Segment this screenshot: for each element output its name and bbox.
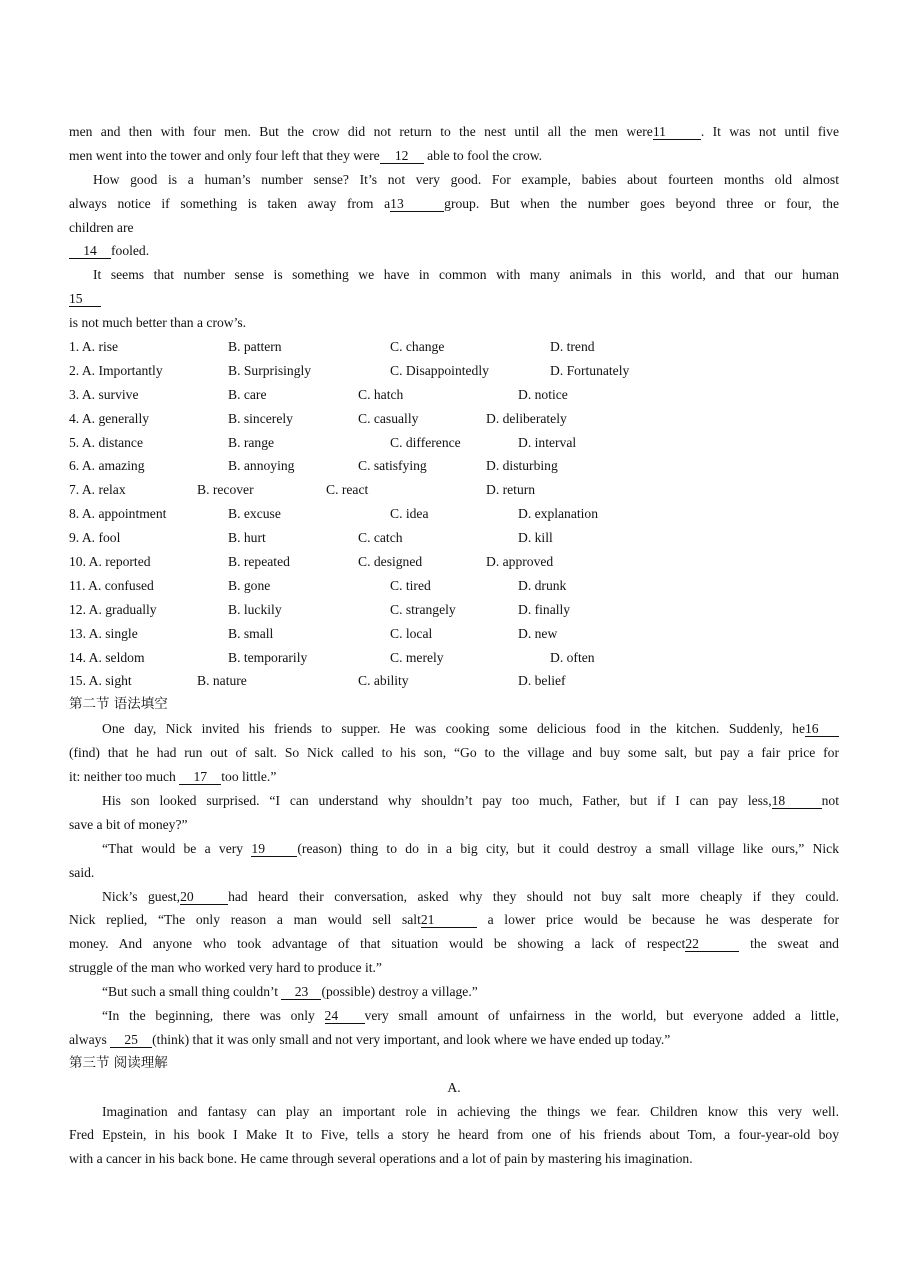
passage-line: with a cancer in his back bone. He came through several operations and a lot of pain by mastering his imagination. (69, 1151, 693, 1167)
option-row: 6. A. amazing B. annoying C. satisfying D. disturbing (69, 458, 558, 474)
passage-line: Fred Epstein, in his book I Make It to Five, tells a story he heard from one of his friends about Tom, a four-year-old boy (69, 1127, 839, 1143)
passage-line: always notice if something is taken away from a13 group. But when the number goes beyond three or four, the (69, 195, 839, 211)
passage-line: men went into the tower and only four left that they were 12 able to fool the crow. (69, 147, 543, 163)
passage-line: His son looked surprised. “I can understand why shouldn’t pay too much, Father, but if I can pay less,18 not (102, 792, 839, 808)
passage-line: It seems that number sense is something we have in common with many animals in this world, and that our human (93, 267, 839, 283)
passage-line: Nick’s guest,20 had heard their conversation, asked why they should not buy salt more cheaply if they could. (102, 888, 839, 904)
option-row: 4. A. generally B. sincerely C. casually D. deliberately (69, 410, 567, 426)
option-row: 7. A. relax B. recover C. react D. return (69, 482, 536, 498)
blank-13[interactable]: 13 (390, 196, 444, 212)
blank-23[interactable]: 23 (281, 984, 321, 1000)
option-row: 2. A. Importantly B. Surprisingly C. Disappointedly D. Fortunately (69, 362, 630, 378)
passage-line: children are (69, 219, 134, 235)
passage-line: “But such a small thing couldn’t 23 (possible) destroy a village.” (102, 984, 478, 1000)
blank-11[interactable]: 11 (653, 124, 701, 140)
blank-22[interactable]: 22 (685, 936, 739, 952)
blank-20[interactable]: 20 (180, 889, 228, 905)
option-row: 14. A. seldom B. temporarily C. merely D. often (69, 649, 595, 665)
passage-line: save a bit of money?” (69, 816, 188, 832)
passage-line: is not much better than a crow’s. (69, 315, 247, 331)
passage-label: A. (447, 1079, 461, 1095)
option-row: 3. A. survive B. care C. hatch D. notice (69, 386, 568, 402)
blank-17[interactable]: 17 (179, 769, 221, 785)
passage-line: struggle of the man who worked very hard to produce it.” (69, 960, 382, 976)
blank-18[interactable]: 18 (772, 793, 822, 809)
passage-line: it: neither too much 17 too little.” (69, 769, 277, 785)
passage-line: money. And anyone who took advantage of that situation would be showing a lack of respect22 the sweat and (69, 936, 839, 952)
option-row: 13. A. single B. small C. local D. new (69, 625, 558, 641)
passage-line: (find) that he had run out of salt. So Nick called to his son, “Go to the village and buy some salt, but pay a fair price for (69, 745, 839, 761)
blank-19[interactable]: 19 (251, 841, 297, 857)
blank-25[interactable]: 25 (110, 1032, 152, 1048)
option-row: 1. A. rise B. pattern C. change D. trend (69, 339, 595, 355)
passage-line: “That would be a very 19 (reason) thing to do in a big city, but it could destroy a small village like ours,” Nick (102, 840, 839, 856)
option-row: 10. A. reported B. repeated C. designed D. approved (69, 554, 554, 570)
blank-16[interactable]: 16 (805, 721, 839, 737)
document-page (69, 120, 839, 1171)
passage-line: Nick replied, “The only reason a man would sell salt21 a lower price would be because he was desperate for (69, 912, 839, 928)
option-row: 15. A. sight B. nature C. ability D. belief (69, 673, 566, 689)
section-title: 第三节 阅读理解 (69, 1054, 168, 1071)
passage-line: said. (69, 864, 95, 880)
option-row: 11. A. confused B. gone C. tired D. drunk (69, 577, 567, 593)
option-row: 9. A. fool B. hurt C. catch D. kill (69, 530, 553, 546)
passage-line: How good is a human’s number sense? It’s not very good. For example, babies about fourteen months old almost (93, 171, 839, 187)
passage-line: men and then with four men. But the crow did not return to the nest until all the men were11 . It was not until five (69, 124, 839, 139)
option-row: 12. A. gradually B. luckily C. strangely D. finally (69, 601, 571, 617)
option-row: 5. A. distance B. range C. difference D. interval (69, 434, 577, 450)
passage-line: Imagination and fantasy can play an important role in achieving the things we fear. Children know this very well. (102, 1103, 839, 1119)
blank-15[interactable]: 15 (69, 291, 101, 307)
passage-line: always 25 (think) that it was only small and not very important, and look where we have ended up today.” (69, 1031, 671, 1047)
passage-line: “In the beginning, there was only 24 very small amount of unfairness in the world, but everyone added a little, (102, 1007, 839, 1023)
passage-line: One day, Nick invited his friends to supper. He was cooking some delicious food in the kitchen. Suddenly, he16 (69, 717, 839, 741)
blank-12[interactable]: 12 (380, 148, 424, 164)
passage-line: 14 fooled. (69, 239, 839, 263)
blank-24[interactable]: 24 (325, 1008, 365, 1024)
option-row: 8. A. appointment B. excuse C. idea D. explanation (69, 506, 599, 522)
passage-line (69, 287, 839, 311)
blank-14[interactable]: 14 (69, 243, 111, 259)
blank-21[interactable]: 21 (421, 912, 477, 928)
section-title: 第二节 语法填空 (69, 696, 168, 713)
